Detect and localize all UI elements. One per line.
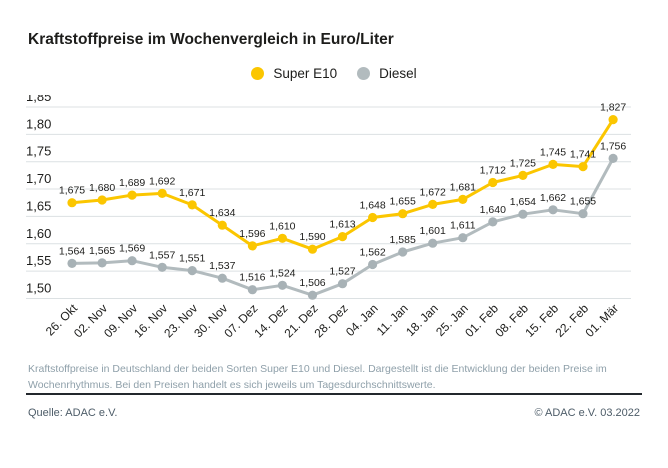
- value-label: 1,527: [329, 265, 356, 278]
- value-label: 1,537: [209, 260, 236, 273]
- data-point: [188, 200, 197, 209]
- value-label: 1,611: [450, 219, 476, 232]
- data-point: [518, 210, 527, 219]
- value-label: 1,655: [569, 195, 597, 208]
- x-tick-label: 02. Nov: [71, 301, 111, 341]
- data-point: [458, 233, 467, 242]
- x-tick-label: 07. Dez: [221, 301, 261, 341]
- y-tick-label: 1,85: [26, 95, 52, 104]
- data-point: [98, 195, 107, 204]
- y-tick-label: 1,60: [26, 225, 52, 241]
- page-title: Kraftstoffpreise im Wochenvergleich in Euro/Liter: [28, 31, 394, 48]
- x-tick-label: 08. Feb: [492, 301, 532, 340]
- data-point: [218, 221, 227, 230]
- value-label: 1,557: [149, 249, 176, 262]
- data-point: [278, 281, 287, 290]
- y-tick-label: 1,80: [26, 116, 52, 132]
- data-point: [548, 205, 557, 214]
- data-point: [368, 213, 377, 222]
- copyright-text: © ADAC e.V. 03.2022: [534, 407, 640, 419]
- data-point: [248, 241, 257, 250]
- data-point: [609, 154, 618, 163]
- diesel-dot-icon: [357, 67, 370, 80]
- value-label: 1,610: [269, 220, 296, 233]
- value-label: 1,596: [239, 227, 266, 240]
- data-point: [338, 279, 347, 288]
- x-tick-label: 22. Feb: [552, 301, 592, 340]
- data-point: [488, 217, 497, 226]
- x-tick-label: 01. Feb: [462, 301, 501, 340]
- value-label: 1,648: [359, 199, 386, 212]
- x-tick-label: 28. Dez: [311, 301, 351, 341]
- footer-divider: [26, 393, 642, 395]
- legend-item-diesel: [357, 66, 417, 81]
- value-label: 1,712: [479, 164, 506, 177]
- data-point: [458, 195, 467, 204]
- data-point: [578, 209, 587, 218]
- x-tick-label: 14. Dez: [251, 301, 291, 341]
- value-label: 1,725: [509, 157, 537, 170]
- y-tick-label: 1,70: [26, 171, 52, 187]
- value-label: 1,741: [569, 148, 597, 161]
- legend-item-super-e10: [251, 66, 337, 81]
- x-tick-label: 26. Okt: [42, 301, 81, 339]
- series-value-labels-super-e10: [59, 102, 627, 244]
- value-label: 1,562: [359, 246, 386, 259]
- value-label: 1,640: [479, 203, 506, 216]
- data-point: [338, 232, 347, 241]
- value-label: 1,689: [118, 177, 146, 190]
- value-label: 1,681: [449, 181, 476, 194]
- x-tick-label: 16. Nov: [131, 301, 171, 341]
- x-tick-label: 11. Jan: [373, 301, 411, 339]
- x-tick-label: 15. Feb: [522, 301, 562, 340]
- value-label: 1,662: [539, 191, 567, 204]
- chart-legend: [0, 66, 668, 81]
- value-label: 1,675: [58, 184, 86, 197]
- value-label: 1,585: [389, 234, 416, 246]
- x-tick-label: 04. Jan: [342, 301, 381, 339]
- value-label: 1,590: [299, 231, 326, 244]
- value-label: 1,516: [239, 271, 266, 284]
- y-tick-label: 1,75: [26, 143, 52, 159]
- data-point: [188, 266, 197, 275]
- data-point: [248, 285, 257, 294]
- value-label: 1,680: [88, 182, 116, 194]
- chart-caption: Kraftstoffpreise in Deutschland der beiden Sorten Super E10 und Diesel. Dargestellt ist die Entwicklung der beiden Preise im Wochenrhythmus. Bei den Preisen handelt es sich jeweils um Tagesdurchschnittswerte.: [28, 363, 607, 391]
- data-point: [158, 263, 167, 272]
- value-label: 1,672: [419, 186, 446, 199]
- value-label: 1,671: [179, 186, 206, 199]
- data-point: [67, 198, 76, 207]
- x-tick-label: 09. Nov: [101, 301, 141, 341]
- data-point: [158, 189, 167, 198]
- data-point: [428, 200, 437, 209]
- y-axis-labels: [26, 95, 51, 295]
- data-point: [398, 247, 407, 256]
- value-label: 1,506: [299, 277, 326, 290]
- x-tick-label: 30. Nov: [191, 301, 231, 341]
- x-tick-label: 25. Jan: [433, 301, 471, 339]
- value-label: 1,551: [179, 252, 206, 265]
- x-axis-labels: [43, 301, 621, 341]
- chart-area: [0, 95, 668, 360]
- value-label: 1,827: [599, 101, 627, 114]
- legend-label-super-e10: Super E10: [273, 66, 338, 81]
- data-point: [128, 191, 137, 200]
- value-label: 1,601: [419, 225, 446, 238]
- data-point: [308, 245, 317, 254]
- data-point: [368, 260, 377, 269]
- data-point: [609, 115, 618, 124]
- data-point: [308, 291, 317, 300]
- data-point: [67, 259, 76, 268]
- x-tick-label: 18. Jan: [403, 301, 441, 339]
- value-label: 1,565: [88, 244, 116, 257]
- data-point: [128, 256, 137, 265]
- series-value-labels-diesel: [59, 140, 627, 289]
- data-point: [278, 234, 287, 243]
- y-tick-label: 1,55: [26, 253, 52, 269]
- value-label: 1,745: [539, 146, 567, 159]
- footer: [28, 407, 640, 419]
- value-label: 1,692: [149, 175, 176, 188]
- data-point: [98, 258, 107, 267]
- x-tick-label: 21. Dez: [281, 301, 321, 341]
- legend-label-diesel: Diesel: [379, 66, 417, 81]
- price-line-chart: [0, 95, 668, 360]
- data-point: [218, 274, 227, 283]
- data-point: [548, 160, 557, 169]
- y-tick-label: 1,65: [26, 198, 52, 214]
- value-label: 1,613: [329, 218, 356, 231]
- x-tick-label: 01. Mär: [582, 301, 622, 340]
- y-tick-label: 1,50: [26, 280, 52, 296]
- value-label: 1,569: [118, 242, 146, 255]
- data-point: [518, 171, 527, 180]
- value-label: 1,654: [509, 196, 537, 209]
- super-e10-dot-icon: [251, 67, 264, 80]
- data-point: [398, 209, 407, 218]
- value-label: 1,524: [269, 267, 296, 280]
- data-point: [578, 162, 587, 171]
- value-label: 1,564: [58, 245, 86, 258]
- x-tick-label: 23. Nov: [161, 301, 201, 341]
- data-point: [428, 239, 437, 248]
- value-label: 1,756: [599, 140, 627, 153]
- source-text: Quelle: ADAC e.V.: [28, 407, 118, 419]
- value-label: 1,634: [209, 207, 236, 220]
- data-point: [488, 178, 497, 187]
- value-label: 1,655: [389, 195, 416, 208]
